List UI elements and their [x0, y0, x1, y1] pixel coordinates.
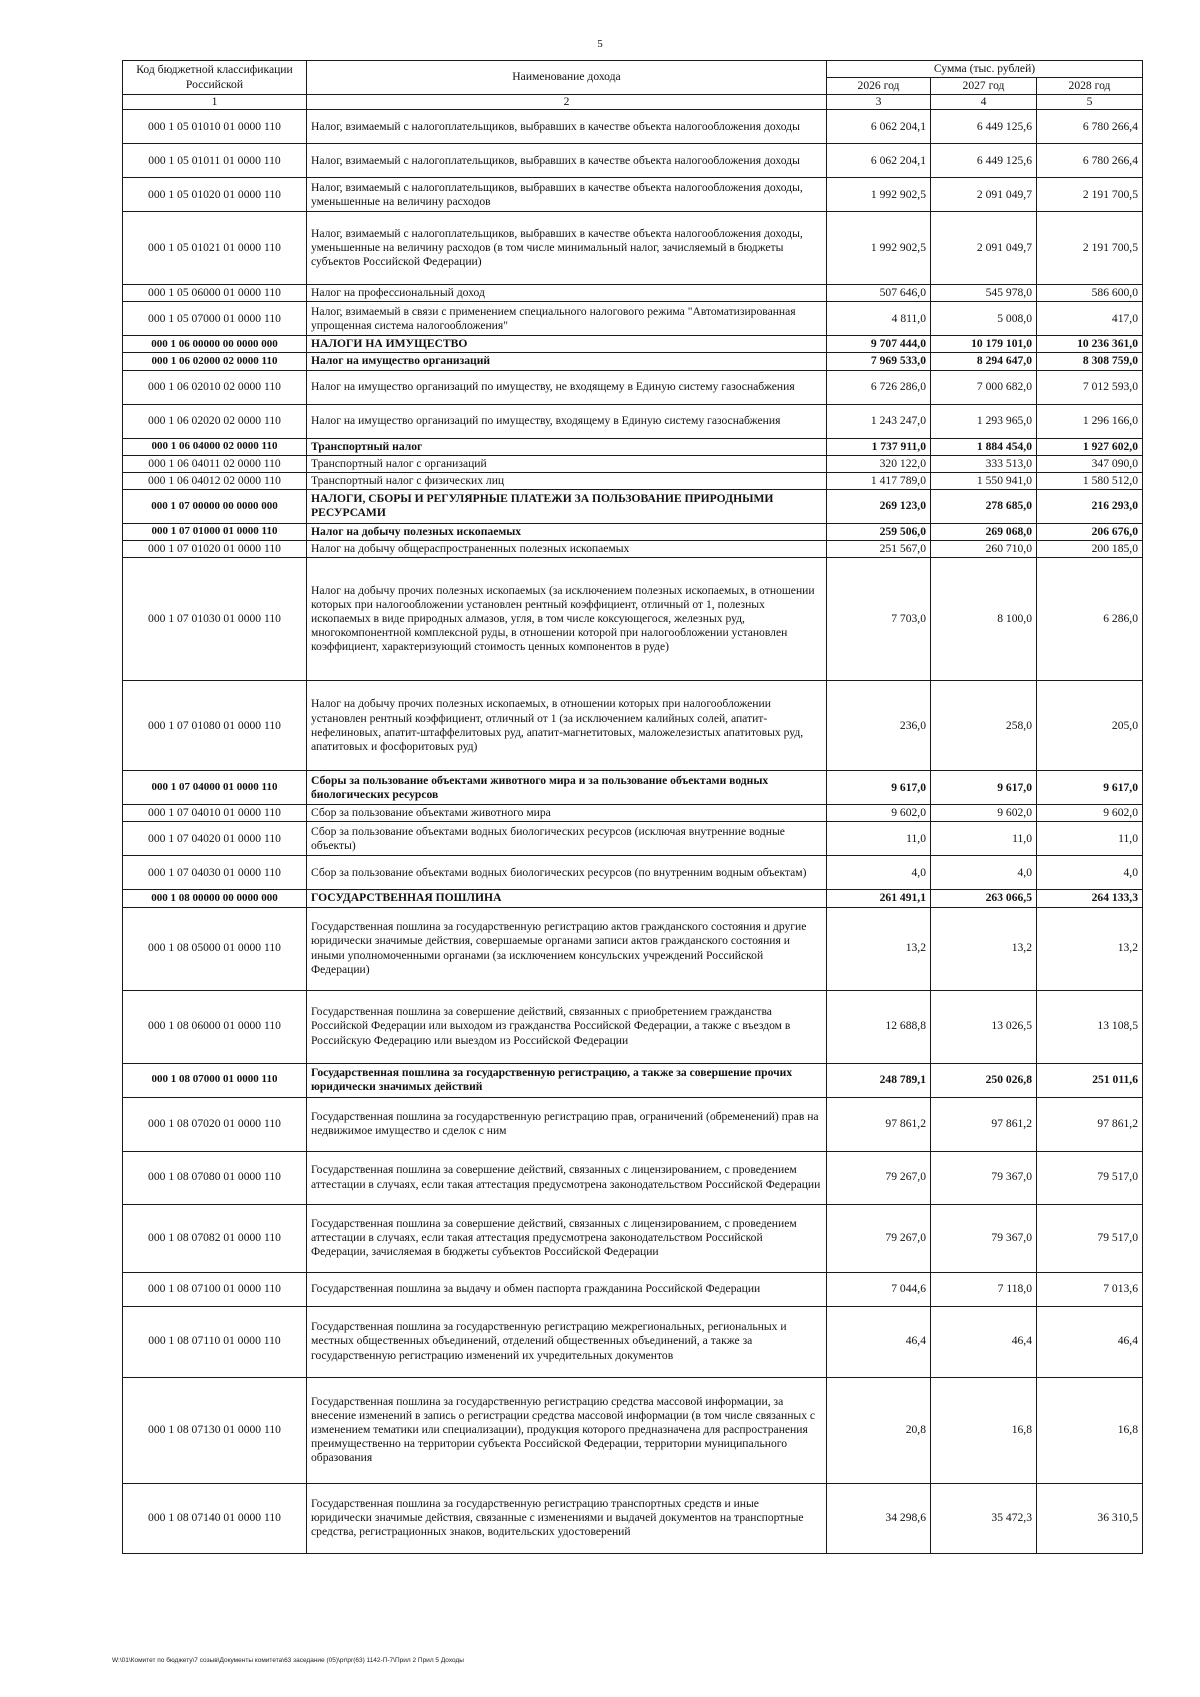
row-value-2026: 11,0	[827, 822, 931, 856]
row-value-2028: 16,8	[1037, 1377, 1143, 1483]
table-row	[123, 472, 1143, 489]
header-name: Наименование доходa	[307, 61, 827, 95]
row-name: Государственная пошлина за государственную регистрацию средства массовой информации, за внесение изменений в запись о регистрации средства массовой информации (в том числе связанных с изменением тематики или специализации), продукция которого предназначена для распространения преимущественно на территории субъекта Российской Федерации, территории муниципального образования	[307, 1377, 827, 1483]
row-name: Сборы за пользование объектами животного мира и за пользование объектами водных биологических ресурсов	[307, 771, 827, 805]
row-value-2028: 200 185,0	[1037, 541, 1143, 558]
row-name: Налог на добычу прочих полезных ископаемых (за исключением полезных ископаемых, в отношении которых при налогообложении установлен рентный коэффициент, отличный от 1, полезных ископаемых в виде природных алмазов, угля, в том числе коксующегося, железных руд, многокомпонентной комплексной руды, в отношении которой при налогообложении установлен коэффициент, характеризующий стоимость ценных компонентов в руде)	[307, 558, 827, 681]
row-value-2026: 259 506,0	[827, 523, 931, 540]
table-row	[123, 455, 1143, 472]
row-value-2028: 79 517,0	[1037, 1204, 1143, 1272]
row-value-2028: 6 286,0	[1037, 558, 1143, 681]
table-body	[123, 110, 1143, 1553]
row-name: Налог на имущество организаций по имуществу, входящему в Единую систему газоснабжения	[307, 404, 827, 438]
row-value-2028: 216 293,0	[1037, 489, 1143, 523]
row-value-2027: 545 978,0	[931, 285, 1037, 302]
table-row	[123, 1204, 1143, 1272]
table-row	[123, 404, 1143, 438]
row-name: Государственная пошлина за совершение действий, связанных с приобретением гражданства Российской Федерации или выходом из гражданства Российской Федерации, а также с въездом в Российскую Федерацию или выездом из Российской Федерации	[307, 990, 827, 1063]
row-value-2026: 1 737 911,0	[827, 438, 931, 455]
row-value-2027: 8 100,0	[931, 558, 1037, 681]
row-name: Транспортный налог с физических лиц	[307, 472, 827, 489]
header-code: Код бюджетной классификации Российской	[123, 61, 307, 95]
row-value-2026: 97 861,2	[827, 1097, 931, 1151]
row-value-2027: 2 091 049,7	[931, 178, 1037, 212]
row-value-2028: 1 927 602,0	[1037, 438, 1143, 455]
row-value-2027: 9 617,0	[931, 771, 1037, 805]
row-value-2027: 79 367,0	[931, 1204, 1037, 1272]
row-value-2026: 4,0	[827, 856, 931, 890]
row-code: 000 1 08 07080 01 0000 110	[123, 1151, 307, 1204]
table-row	[123, 541, 1143, 558]
row-code: 000 1 06 04000 02 0000 110	[123, 438, 307, 455]
row-value-2028: 417,0	[1037, 302, 1143, 336]
row-name: Государственная пошлина за государственную регистрацию актов гражданского состояния и другие юридически значимые действия, совершаемые органами записи актов гражданского состояния и иными уполномоченными органами (за исключением консульских учреждений Российской Федерации)	[307, 907, 827, 990]
row-value-2026: 236,0	[827, 681, 931, 771]
row-value-2026: 9 707 444,0	[827, 336, 931, 353]
row-name: Транспортный налог	[307, 438, 827, 455]
row-value-2027: 35 472,3	[931, 1483, 1037, 1553]
row-value-2027: 7 000 682,0	[931, 370, 1037, 404]
col-number-1: 1	[123, 95, 307, 110]
footer-path: W:\01\Комитет по бюджету\7 созыв\Документы комитета\63 заседание (05)\pr\pr(63) 1142-П-7\Прил 2 Прил 5 Доходы	[112, 1657, 464, 1664]
row-value-2026: 12 688,8	[827, 990, 931, 1063]
row-value-2028: 2 191 700,5	[1037, 178, 1143, 212]
row-code: 000 1 06 02000 02 0000 110	[123, 353, 307, 370]
row-name: Налог, взимаемый с налогоплательщиков, выбравших в качестве объекта налогообложения доходы, уменьшенные на величину расходов	[307, 178, 827, 212]
row-value-2026: 251 567,0	[827, 541, 931, 558]
table-row	[123, 302, 1143, 336]
col-number-2: 2	[307, 95, 827, 110]
row-code: 000 1 05 01021 01 0000 110	[123, 212, 307, 285]
row-name: Государственная пошлина за государственную регистрацию прав, ограничений (обременений) прав на недвижимое имущество и сделок с ним	[307, 1097, 827, 1151]
row-code: 000 1 07 01030 01 0000 110	[123, 558, 307, 681]
row-value-2028: 2 191 700,5	[1037, 212, 1143, 285]
row-value-2028: 79 517,0	[1037, 1151, 1143, 1204]
table-row	[123, 558, 1143, 681]
row-value-2028: 97 861,2	[1037, 1097, 1143, 1151]
table-row	[123, 822, 1143, 856]
header-year-2026: 2026 год	[827, 78, 931, 95]
table-row	[123, 771, 1143, 805]
row-name: НАЛОГИ, СБОРЫ И РЕГУЛЯРНЫЕ ПЛАТЕЖИ ЗА ПОЛЬЗОВАНИЕ ПРИРОДНЫМИ РЕСУРСАМИ	[307, 489, 827, 523]
row-code: 000 1 07 01080 01 0000 110	[123, 681, 307, 771]
table-row	[123, 1063, 1143, 1097]
row-value-2027: 260 710,0	[931, 541, 1037, 558]
table-row	[123, 212, 1143, 285]
row-value-2027: 13 026,5	[931, 990, 1037, 1063]
row-code: 000 1 07 04020 01 0000 110	[123, 822, 307, 856]
row-value-2028: 13,2	[1037, 907, 1143, 990]
table-row	[123, 178, 1143, 212]
row-value-2028: 11,0	[1037, 822, 1143, 856]
row-value-2026: 6 726 286,0	[827, 370, 931, 404]
table-row	[123, 1151, 1143, 1204]
row-value-2027: 1 293 965,0	[931, 404, 1037, 438]
row-value-2027: 6 449 125,6	[931, 144, 1037, 178]
row-code: 000 1 05 06000 01 0000 110	[123, 285, 307, 302]
row-code: 000 1 08 00000 00 0000 000	[123, 890, 307, 907]
row-value-2028: 206 676,0	[1037, 523, 1143, 540]
table-row	[123, 1097, 1143, 1151]
row-code: 000 1 06 00000 00 0000 000	[123, 336, 307, 353]
row-value-2027: 263 066,5	[931, 890, 1037, 907]
row-name: Государственная пошлина за государственную регистрацию, а также за совершение прочих юридически значимых действий	[307, 1063, 827, 1097]
row-code: 000 1 08 06000 01 0000 110	[123, 990, 307, 1063]
row-value-2027: 97 861,2	[931, 1097, 1037, 1151]
row-value-2028: 13 108,5	[1037, 990, 1143, 1063]
table-row	[123, 523, 1143, 540]
row-value-2028: 10 236 361,0	[1037, 336, 1143, 353]
row-code: 000 1 08 07110 01 0000 110	[123, 1306, 307, 1377]
header-year-2028: 2028 год	[1037, 78, 1143, 95]
row-code: 000 1 05 07000 01 0000 110	[123, 302, 307, 336]
row-name: Налог на имущество организаций по имуществу, не входящему в Единую систему газоснабжения	[307, 370, 827, 404]
row-value-2027: 2 091 049,7	[931, 212, 1037, 285]
row-name: Налог, взимаемый с налогоплательщиков, выбравших в качестве объекта налогообложения доходы, уменьшенные на величину расходов (в том числе минимальный налог, зачисляемый в бюджеты субъектов Российской Федерации)	[307, 212, 827, 285]
table-row	[123, 990, 1143, 1063]
row-value-2028: 6 780 266,4	[1037, 144, 1143, 178]
row-code: 000 1 08 05000 01 0000 110	[123, 907, 307, 990]
row-code: 000 1 08 07130 01 0000 110	[123, 1377, 307, 1483]
table-row	[123, 285, 1143, 302]
row-code: 000 1 07 00000 00 0000 000	[123, 489, 307, 523]
row-value-2026: 79 267,0	[827, 1151, 931, 1204]
row-name: Налог на имущество организаций	[307, 353, 827, 370]
row-value-2028: 264 133,3	[1037, 890, 1143, 907]
row-value-2026: 79 267,0	[827, 1204, 931, 1272]
row-code: 000 1 05 01010 01 0000 110	[123, 110, 307, 144]
row-code: 000 1 05 01020 01 0000 110	[123, 178, 307, 212]
row-value-2028: 1 296 166,0	[1037, 404, 1143, 438]
row-name: Транспортный налог с организаций	[307, 455, 827, 472]
row-value-2026: 34 298,6	[827, 1483, 931, 1553]
row-value-2026: 261 491,1	[827, 890, 931, 907]
row-value-2027: 1 884 454,0	[931, 438, 1037, 455]
row-value-2026: 1 992 902,5	[827, 212, 931, 285]
row-value-2027: 250 026,8	[931, 1063, 1037, 1097]
row-value-2027: 11,0	[931, 822, 1037, 856]
row-code: 000 1 07 04010 01 0000 110	[123, 805, 307, 822]
table-row	[123, 1306, 1143, 1377]
row-value-2027: 46,4	[931, 1306, 1037, 1377]
row-value-2027: 269 068,0	[931, 523, 1037, 540]
row-value-2028: 205,0	[1037, 681, 1143, 771]
table-row	[123, 907, 1143, 990]
row-value-2026: 1 992 902,5	[827, 178, 931, 212]
revenue-table	[122, 60, 1143, 1554]
row-name: Налог на добычу прочих полезных ископаемых, в отношении которых при налогообложении установлен рентный коэффициент, отличный от 1 (за исключением калийных солей, апатит-нефелиновых, апатит-штаффелитовых руд, апатит-магнетитовых, маложелезистых апатитовых руд, апатитовых и фосфоритовых руд)	[307, 681, 827, 771]
row-value-2026: 507 646,0	[827, 285, 931, 302]
row-code: 000 1 08 07000 01 0000 110	[123, 1063, 307, 1097]
row-name: Государственная пошлина за совершение действий, связанных с лицензированием, с проведением аттестации в случаях, если такая аттестация предусмотрена законодательством Российской Федерации, зачисляемая в бюджеты субъектов Российской Федерации	[307, 1204, 827, 1272]
row-code: 000 1 08 07100 01 0000 110	[123, 1272, 307, 1306]
row-value-2026: 248 789,1	[827, 1063, 931, 1097]
row-name: НАЛОГИ НА ИМУЩЕСТВО	[307, 336, 827, 353]
row-name: Государственная пошлина за выдачу и обмен паспорта гражданина Российской Федерации	[307, 1272, 827, 1306]
row-name: Налог на добычу общераспространенных полезных ископаемых	[307, 541, 827, 558]
row-value-2026: 1 243 247,0	[827, 404, 931, 438]
col-number-5: 5	[1037, 95, 1143, 110]
row-value-2026: 6 062 204,1	[827, 144, 931, 178]
row-name: Налог на профессиональный доход	[307, 285, 827, 302]
row-code: 000 1 06 04012 02 0000 110	[123, 472, 307, 489]
row-name: Сбор за пользование объектами водных биологических ресурсов (исключая внутренние водные объекты)	[307, 822, 827, 856]
row-code: 000 1 08 07082 01 0000 110	[123, 1204, 307, 1272]
row-name: Налог на добычу полезных ископаемых	[307, 523, 827, 540]
row-value-2027: 10 179 101,0	[931, 336, 1037, 353]
table-row	[123, 805, 1143, 822]
row-value-2028: 8 308 759,0	[1037, 353, 1143, 370]
row-value-2026: 46,4	[827, 1306, 931, 1377]
row-value-2028: 347 090,0	[1037, 455, 1143, 472]
row-value-2026: 1 417 789,0	[827, 472, 931, 489]
row-value-2026: 320 122,0	[827, 455, 931, 472]
table-row	[123, 681, 1143, 771]
row-value-2027: 8 294 647,0	[931, 353, 1037, 370]
header-year-2027: 2027 год	[931, 78, 1037, 95]
row-value-2026: 269 123,0	[827, 489, 931, 523]
row-value-2026: 7 969 533,0	[827, 353, 931, 370]
row-value-2028: 6 780 266,4	[1037, 110, 1143, 144]
row-value-2027: 1 550 941,0	[931, 472, 1037, 489]
page-number: 5	[597, 38, 603, 50]
row-value-2027: 16,8	[931, 1377, 1037, 1483]
row-value-2026: 6 062 204,1	[827, 110, 931, 144]
row-value-2027: 278 685,0	[931, 489, 1037, 523]
row-value-2028: 9 617,0	[1037, 771, 1143, 805]
row-value-2027: 7 118,0	[931, 1272, 1037, 1306]
row-code: 000 1 08 07140 01 0000 110	[123, 1483, 307, 1553]
row-code: 000 1 07 04030 01 0000 110	[123, 856, 307, 890]
row-name: Налог, взимаемый в связи с применением специального налогового режима "Автоматизированная упрощенная система налогообложения"	[307, 302, 827, 336]
row-code: 000 1 05 01011 01 0000 110	[123, 144, 307, 178]
row-value-2026: 9 602,0	[827, 805, 931, 822]
row-value-2028: 586 600,0	[1037, 285, 1143, 302]
row-value-2026: 13,2	[827, 907, 931, 990]
row-code: 000 1 08 07020 01 0000 110	[123, 1097, 307, 1151]
table-row	[123, 336, 1143, 353]
row-value-2028: 4,0	[1037, 856, 1143, 890]
row-name: Сбор за пользование объектами водных биологических ресурсов (по внутренним водным объектам)	[307, 856, 827, 890]
row-name: Налог, взимаемый с налогоплательщиков, выбравших в качестве объекта налогообложения доходы	[307, 144, 827, 178]
row-name: Сбор за пользование объектами животного мира	[307, 805, 827, 822]
row-value-2028: 251 011,6	[1037, 1063, 1143, 1097]
row-value-2026: 7 044,6	[827, 1272, 931, 1306]
row-value-2027: 6 449 125,6	[931, 110, 1037, 144]
table-row	[123, 1377, 1143, 1483]
row-value-2026: 20,8	[827, 1377, 931, 1483]
row-code: 000 1 06 02010 02 0000 110	[123, 370, 307, 404]
row-code: 000 1 07 01020 01 0000 110	[123, 541, 307, 558]
table-row	[123, 438, 1143, 455]
row-value-2027: 79 367,0	[931, 1151, 1037, 1204]
row-value-2027: 333 513,0	[931, 455, 1037, 472]
row-code: 000 1 06 02020 02 0000 110	[123, 404, 307, 438]
table-row	[123, 1272, 1143, 1306]
row-value-2028: 1 580 512,0	[1037, 472, 1143, 489]
row-value-2027: 9 602,0	[931, 805, 1037, 822]
row-code: 000 1 06 04011 02 0000 110	[123, 455, 307, 472]
table-row	[123, 370, 1143, 404]
table-row	[123, 856, 1143, 890]
row-value-2028: 9 602,0	[1037, 805, 1143, 822]
row-value-2027: 258,0	[931, 681, 1037, 771]
row-name: ГОСУДАРСТВЕННАЯ ПОШЛИНА	[307, 890, 827, 907]
row-value-2026: 9 617,0	[827, 771, 931, 805]
row-value-2028: 36 310,5	[1037, 1483, 1143, 1553]
row-value-2028: 7 013,6	[1037, 1272, 1143, 1306]
row-name: Государственная пошлина за государственную регистрацию межрегиональных, региональных и местных общественных объединений, отделений общественных объединений, а также за государственную регистрацию изменений их учредительных документов	[307, 1306, 827, 1377]
table-row	[123, 353, 1143, 370]
row-value-2028: 46,4	[1037, 1306, 1143, 1377]
row-name: Государственная пошлина за государственную регистрацию транспортных средств и иные юридически значимые действия, связанные с изменениями и выдачей документов на транспортные средства, регистрационных знаков, водительских удостоверений	[307, 1483, 827, 1553]
row-value-2026: 7 703,0	[827, 558, 931, 681]
row-value-2028: 7 012 593,0	[1037, 370, 1143, 404]
table-row	[123, 110, 1143, 144]
table-row	[123, 144, 1143, 178]
col-number-4: 4	[931, 95, 1037, 110]
row-value-2027: 5 008,0	[931, 302, 1037, 336]
table-row	[123, 890, 1143, 907]
row-value-2026: 4 811,0	[827, 302, 931, 336]
row-name: Налог, взимаемый с налогоплательщиков, выбравших в качестве объекта налогообложения доходы	[307, 110, 827, 144]
header-sum: Сумма (тыс. рублей)	[827, 61, 1143, 78]
row-name: Государственная пошлина за совершение действий, связанных с лицензированием, с проведением аттестации в случаях, если такая аттестация предусмотрена законодательством Российской Федерации	[307, 1151, 827, 1204]
row-value-2027: 13,2	[931, 907, 1037, 990]
table-row	[123, 1483, 1143, 1553]
col-number-3: 3	[827, 95, 931, 110]
row-code: 000 1 07 01000 01 0000 110	[123, 523, 307, 540]
table-row	[123, 489, 1143, 523]
row-code: 000 1 07 04000 01 0000 110	[123, 771, 307, 805]
row-value-2027: 4,0	[931, 856, 1037, 890]
